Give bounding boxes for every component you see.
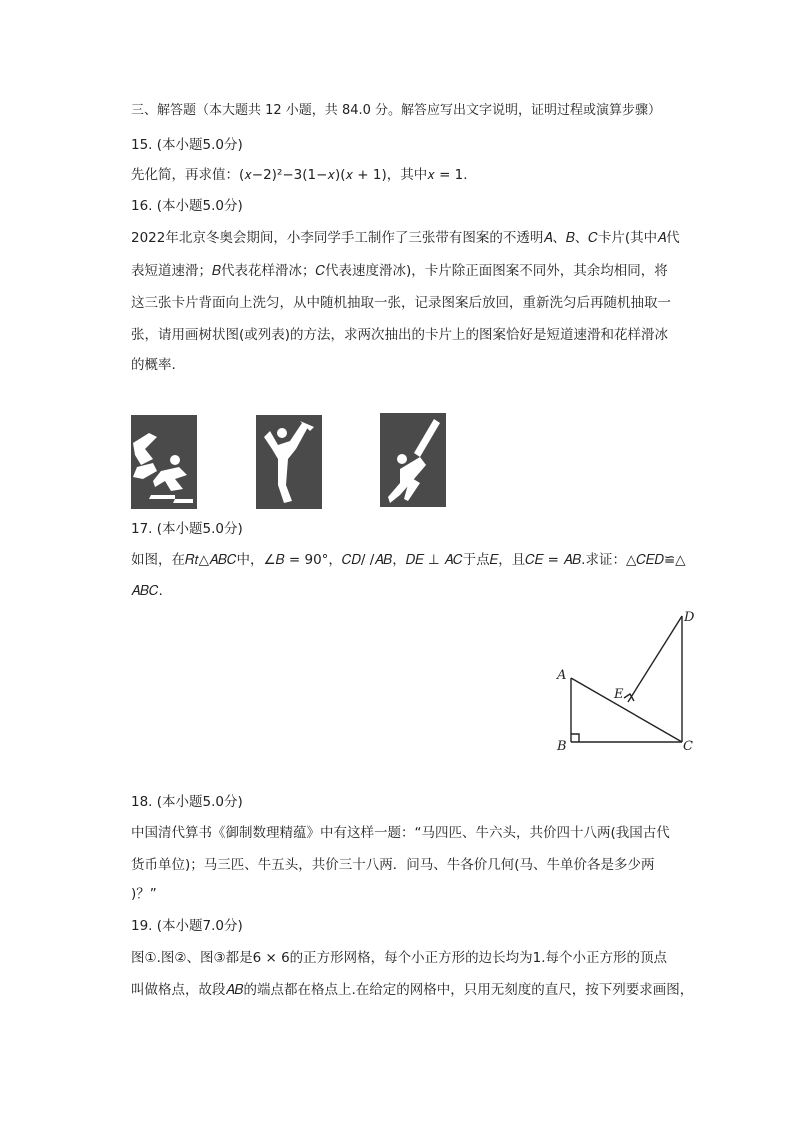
figure-skating-icon	[256, 415, 322, 509]
card-a	[131, 415, 197, 509]
short-track-skating-icon	[131, 415, 197, 509]
q19-header: 19. (本小题7.0分)	[131, 918, 243, 934]
q15-text: 先化简，再求值：(𝑥−2)²−3(1−𝑥)(𝑥 + 1)，其中𝑥 = 1.	[131, 167, 468, 183]
triangle-figure	[550, 600, 710, 760]
q19-line-2: 叫做格点，故段𝐴𝐵的端点都在格点上.在给定的网格中，只用无刻度的直尺，按下列要求画图，	[131, 982, 694, 998]
label-c: C	[683, 739, 693, 754]
q16-line-3: 这三张卡片背面向上洗匀，从中随机抽取一张，记录图案后放回，重新洗匀后再随机抽取一	[131, 295, 671, 311]
speed-skating-icon	[380, 413, 446, 507]
q16-line-4: 张，请用画树状图(或列表)的方法，求两次抽出的卡片上的图案恰好是短道速滑和花样滑冰	[131, 327, 669, 343]
q17-line-1: 如图，在𝑅𝑡△𝐴𝐵𝐶中，∠𝐵 = 90°，𝐶𝐷/ /𝐴𝐵，𝐷𝐸 ⊥ 𝐴𝐶于点𝐸，且𝐶𝐸 = 𝐴𝐵.求证：△𝐶𝐸𝐷≌△	[131, 552, 686, 568]
q17-header: 17. (本小题5.0分)	[131, 521, 243, 537]
label-a: A	[557, 668, 567, 683]
card-b	[256, 415, 322, 509]
q16-line-1: 2022年北京冬奥会期间，小李同学手工制作了三张带有图案的不透明𝐴、𝐵、𝐶卡片(其中𝐴代	[131, 230, 680, 246]
q18-line-1: 中国清代算书《御制数理精蕴》中有这样一题：“马四匹、牛六头，共价四十八两(我国古代	[131, 825, 670, 841]
q17-line-2: 𝐴𝐵𝐶.	[131, 583, 163, 599]
q18-header: 18. (本小题5.0分)	[131, 794, 243, 810]
q18-line-3: )？”	[131, 886, 157, 902]
q15-header: 15. (本小题5.0分)	[131, 137, 243, 153]
section-heading: 三、解答题（本大题共 12 小题，共 84.0 分。解答应写出文字说明，证明过程或演算步骤）	[131, 103, 662, 118]
label-d: D	[684, 610, 695, 625]
q16-line-2: 表短道速滑；𝐵代表花样滑冰；𝐶代表速度滑冰)，卡片除正面图案不同外，其余均相同，将	[131, 263, 668, 279]
q18-line-2: 货币单位)；马三匹、牛五头，共价三十八两．问马、牛各价几何(马、牛单价各是多少两	[131, 857, 655, 873]
card-c	[380, 413, 446, 507]
q16-header: 16. (本小题5.0分)	[131, 198, 243, 214]
label-b: B	[557, 739, 567, 754]
label-e: E	[614, 687, 624, 702]
q19-line-1: 图①.图②、图③都是6 × 6的正方形网格，每个小正方形的边长均为1.每个小正方形的顶点	[131, 950, 668, 966]
q16-line-5: 的概率.	[131, 357, 176, 373]
